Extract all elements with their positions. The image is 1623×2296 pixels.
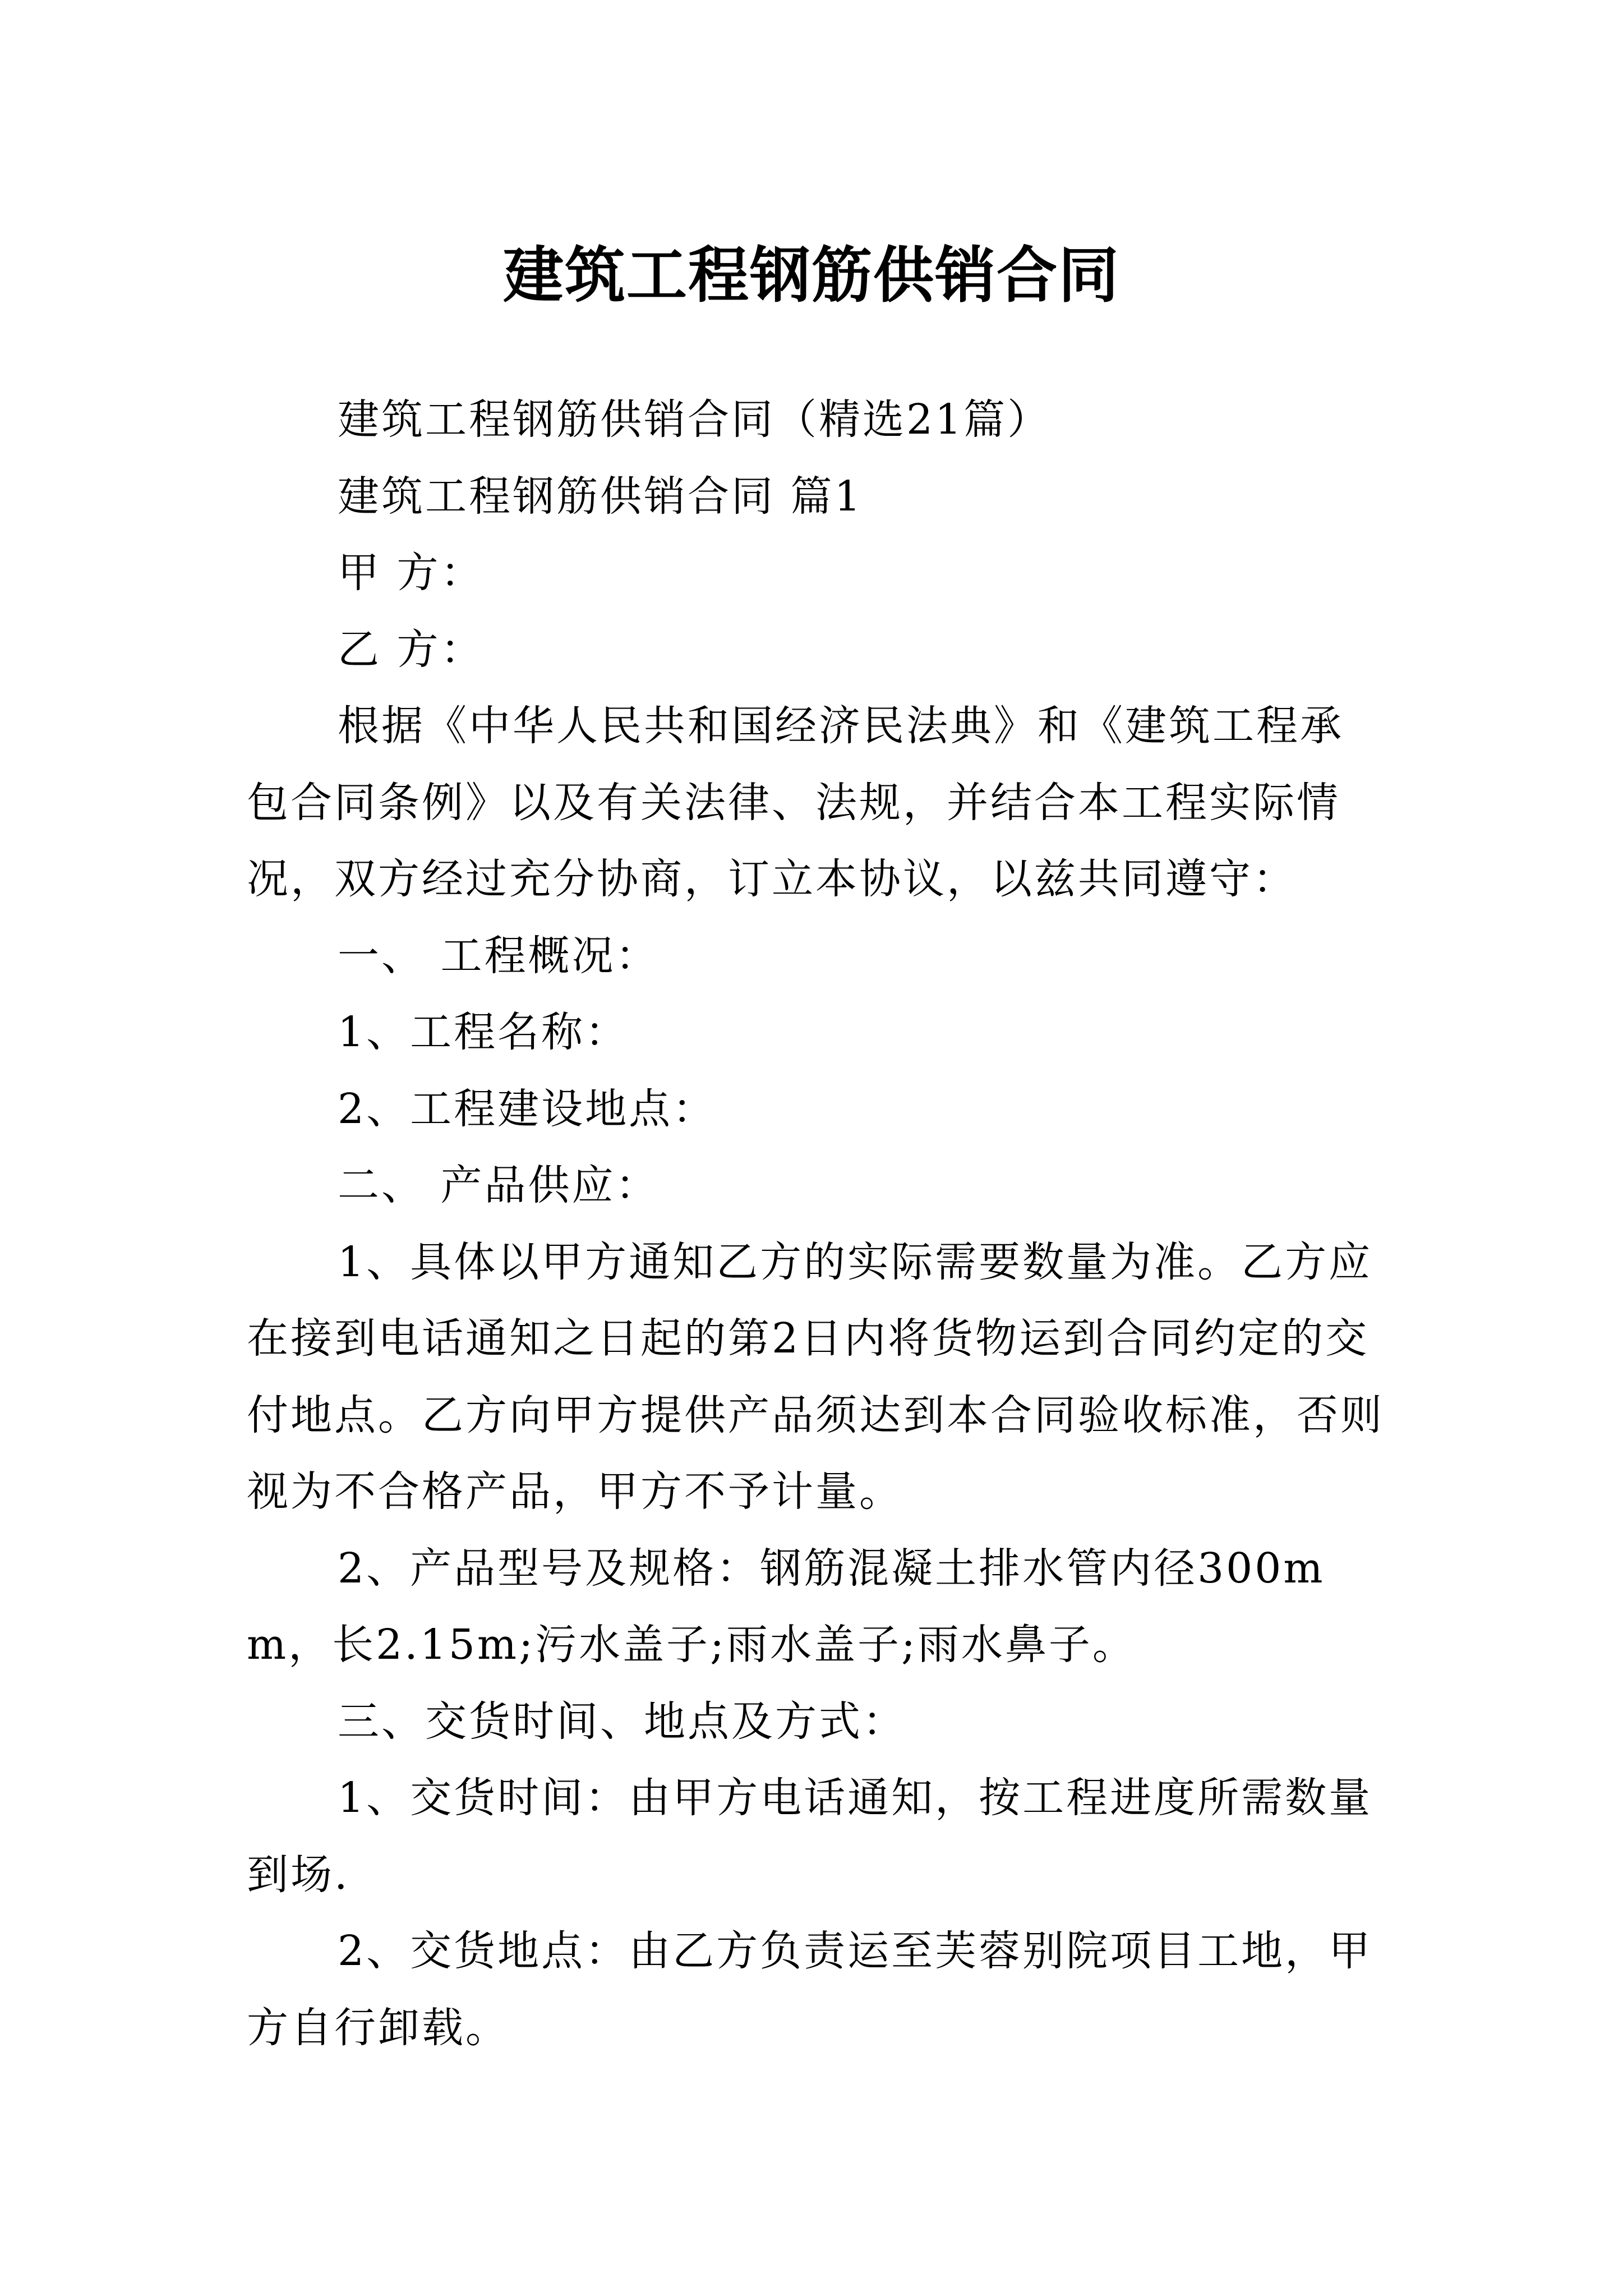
paragraph-clause-2-2: 2、产品型号及规格：钢筋混凝土排水管内径300mm，长2.15m;污水盖子;雨水盖子;雨水鼻子。: [247, 1544, 1325, 1669]
document-title: 建筑工程钢筋供销合同: [502, 241, 1120, 311]
paragraph-preamble: 根据《中华人民共和国经济民法典》和《建筑工程承包合同条例》以及有关法律、法规，并结合本工程实际情况，双方经过充分协商，订立本协议，以兹共同遵守：: [247, 702, 1344, 903]
paragraph-clause-1-heading: 一、 工程概况：: [338, 931, 660, 980]
paragraph-clause-3-1: 1、交货时间：由甲方电话通知，按工程进度所需数量到场.: [247, 1774, 1373, 1899]
paragraph-clause-3-heading: 三、交货时间、地点及方式：: [338, 1697, 906, 1746]
paragraph-party-b: 乙 方：: [338, 625, 485, 674]
paragraph-party-a: 甲 方：: [338, 549, 485, 597]
paragraph-clause-3-2: 2、交货地点：由乙方负责运至芙蓉别院项目工地，甲方自行卸载。: [247, 1927, 1373, 2052]
paragraph-section-heading: 建筑工程钢筋供销合同 篇1: [338, 472, 863, 521]
document-body: [247, 381, 1385, 2066]
paragraph-clause-2-heading: 二、 产品供应：: [338, 1161, 660, 1209]
paragraph-clause-1-2: 2、工程建设地点：: [338, 1084, 717, 1133]
paragraph-subtitle: 建筑工程钢筋供销合同（精选21篇）: [338, 395, 1052, 444]
paragraph-clause-2-1: 1、具体以甲方通知乙方的实际需要数量为准。乙方应在接到电话通知之日起的第2日内将货物运到合同约定的交付地点。乙方向甲方提供产品须达到本合同验收标准，否则视为不合格产品，甲方不予计量。: [247, 1237, 1384, 1516]
paragraph-clause-1-1: 1、工程名称：: [338, 1008, 629, 1056]
